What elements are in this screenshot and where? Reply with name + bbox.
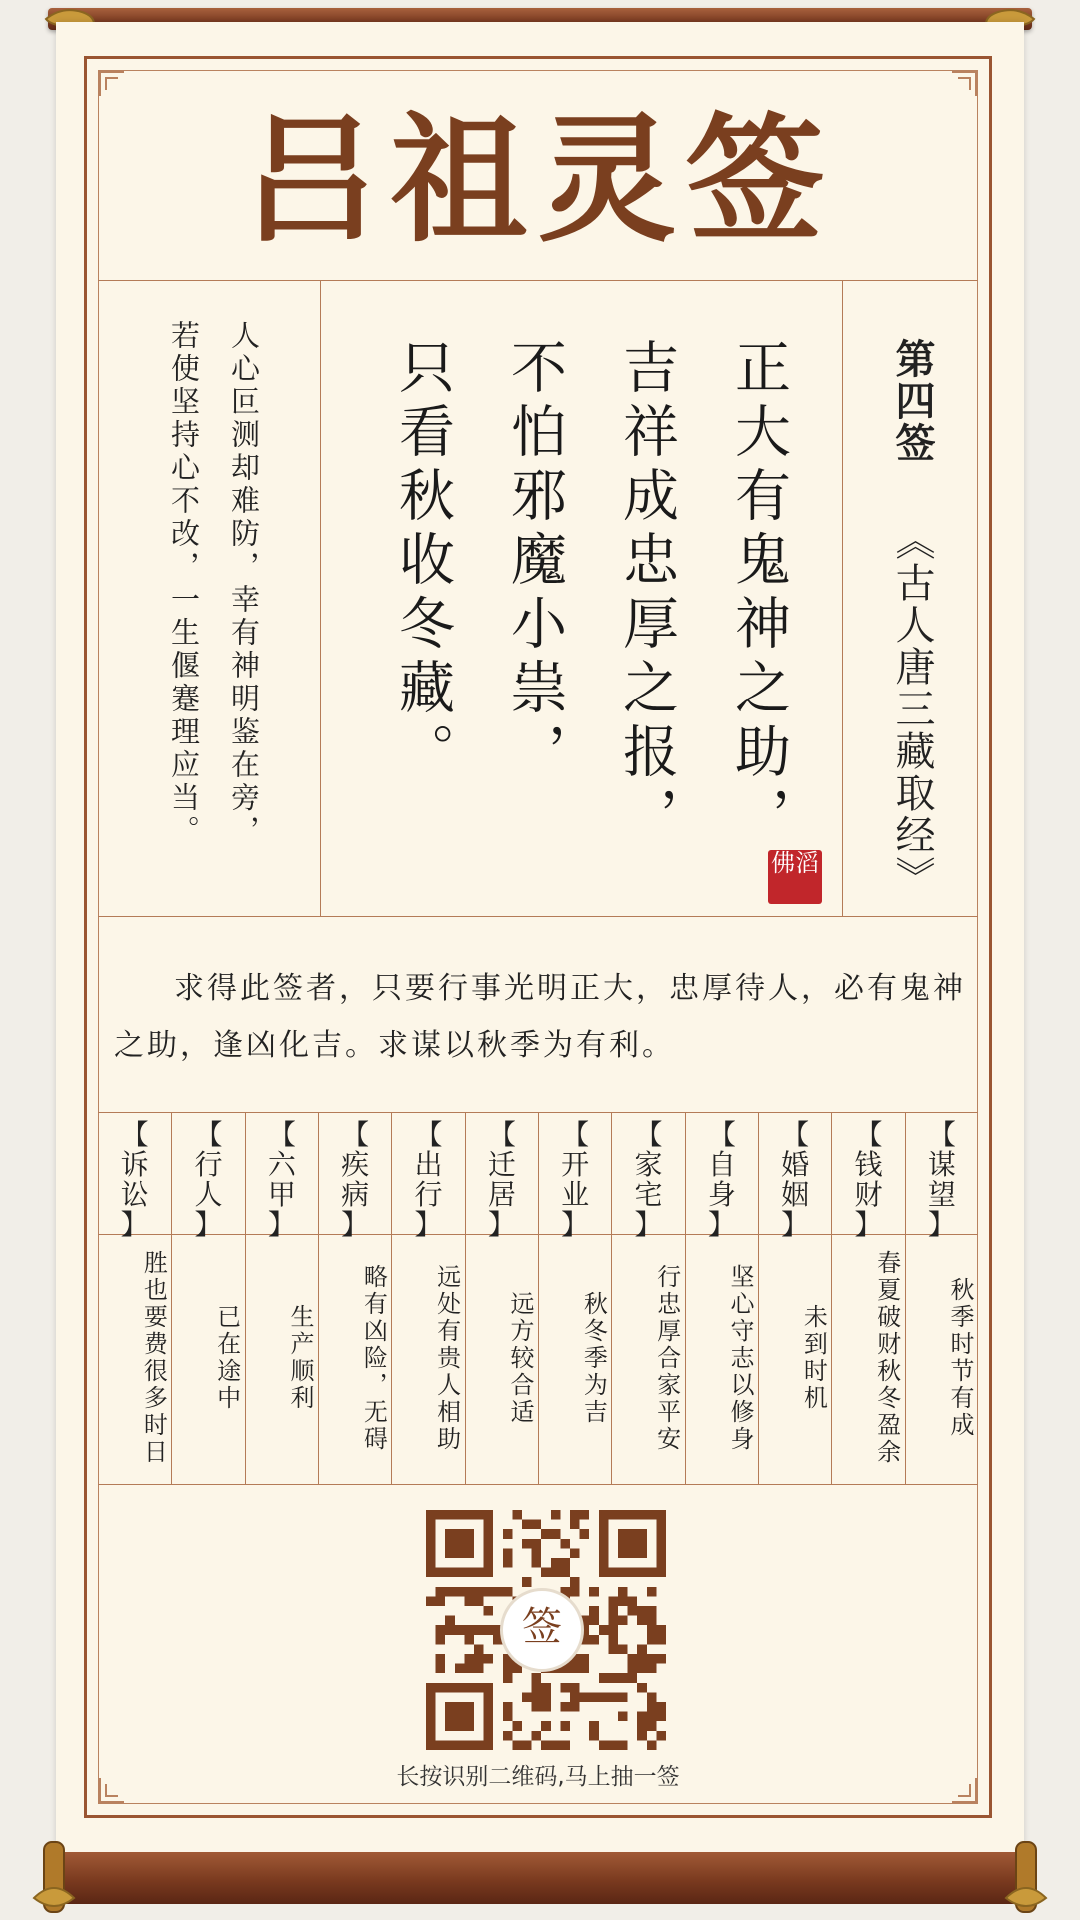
category-label: 【 开 业 】 [561,1118,590,1241]
category-column [685,1112,758,1484]
category-column [245,1112,318,1484]
note-line: 若使坚持心不改，一生偃蹇理应当。 [167,320,201,848]
qr-center-badge: 签 [500,1588,584,1672]
sign-number: 第四签 [889,338,936,464]
note-line: 人心叵测却难防，幸有神明鉴在旁， [227,320,261,848]
page-title: 吕祖灵签 [241,98,834,261]
qr-caption: 长按识别二维码,马上抽一签 [396,1764,680,1790]
category-value: 略有凶险，无碍 [359,1263,388,1453]
divider [98,280,978,281]
explanation-text: 求得此签者，只要行事光明正大，忠厚待人，必有鬼神之助，逢凶化吉。求谋以秋季为有利。 [114,971,966,1063]
category-column [538,1112,611,1484]
category-column [758,1112,831,1484]
category-label: 【 诉 讼 】 [120,1118,149,1241]
category-value: 远处有贵人相助 [432,1263,461,1453]
category-value: 坚心守志以修身 [725,1263,754,1453]
story-title: 《古人唐三藏取经》 [889,520,935,898]
category-label: 【 行 人 】 [194,1118,223,1241]
divider [842,280,843,916]
category-value: 未到时机 [799,1304,828,1412]
poem-line: 不怕邪魔小祟， [502,338,567,786]
category-label: 【 婚 姻 】 [781,1118,810,1241]
category-label: 【 钱 财 】 [854,1118,883,1241]
poem-line: 只看秋收冬藏。 [390,338,455,786]
scroll-bottom-left-knob-icon [30,1838,78,1916]
scroll-bottom-right-knob-icon [1002,1838,1050,1916]
divider [98,916,978,917]
divider [98,1484,978,1485]
category-value: 远方较合适 [505,1290,534,1426]
category-column [98,1112,171,1484]
red-seal [768,850,822,904]
category-value: 生产顺利 [285,1304,314,1412]
category-column [391,1112,464,1484]
category-label: 【 出 行 】 [414,1118,443,1241]
category-label: 【 家 宅 】 [634,1118,663,1241]
category-value: 春夏破财秋冬盈余 [872,1250,901,1466]
category-value: 秋季时节有成 [945,1277,974,1439]
category-column [905,1112,978,1484]
category-label: 【 六 甲 】 [267,1118,296,1241]
category-value: 已在途中 [212,1304,241,1412]
category-column [611,1112,684,1484]
category-value: 秋冬季为吉 [579,1290,608,1426]
category-label: 【 自 身 】 [707,1118,736,1241]
divider [320,280,321,916]
category-label: 【 谋 望 】 [927,1118,956,1241]
category-column [318,1112,391,1484]
category-value: 胜也要费很多时日 [139,1250,168,1466]
poem-line: 吉祥成忠厚之报， [614,338,679,850]
poem-line: 正大有鬼神之助， [726,338,791,850]
category-label: 【 疾 病 】 [341,1118,370,1241]
category-column [831,1112,904,1484]
category-label: 【 迁 居 】 [487,1118,516,1241]
category-column [465,1112,538,1484]
seal-text: 佛滔 [771,849,819,877]
category-value: 行忠厚合家平安 [652,1263,681,1453]
scroll-bottom-rod [58,1852,1022,1904]
fortune-categories-grid [98,1112,978,1484]
category-column [171,1112,244,1484]
